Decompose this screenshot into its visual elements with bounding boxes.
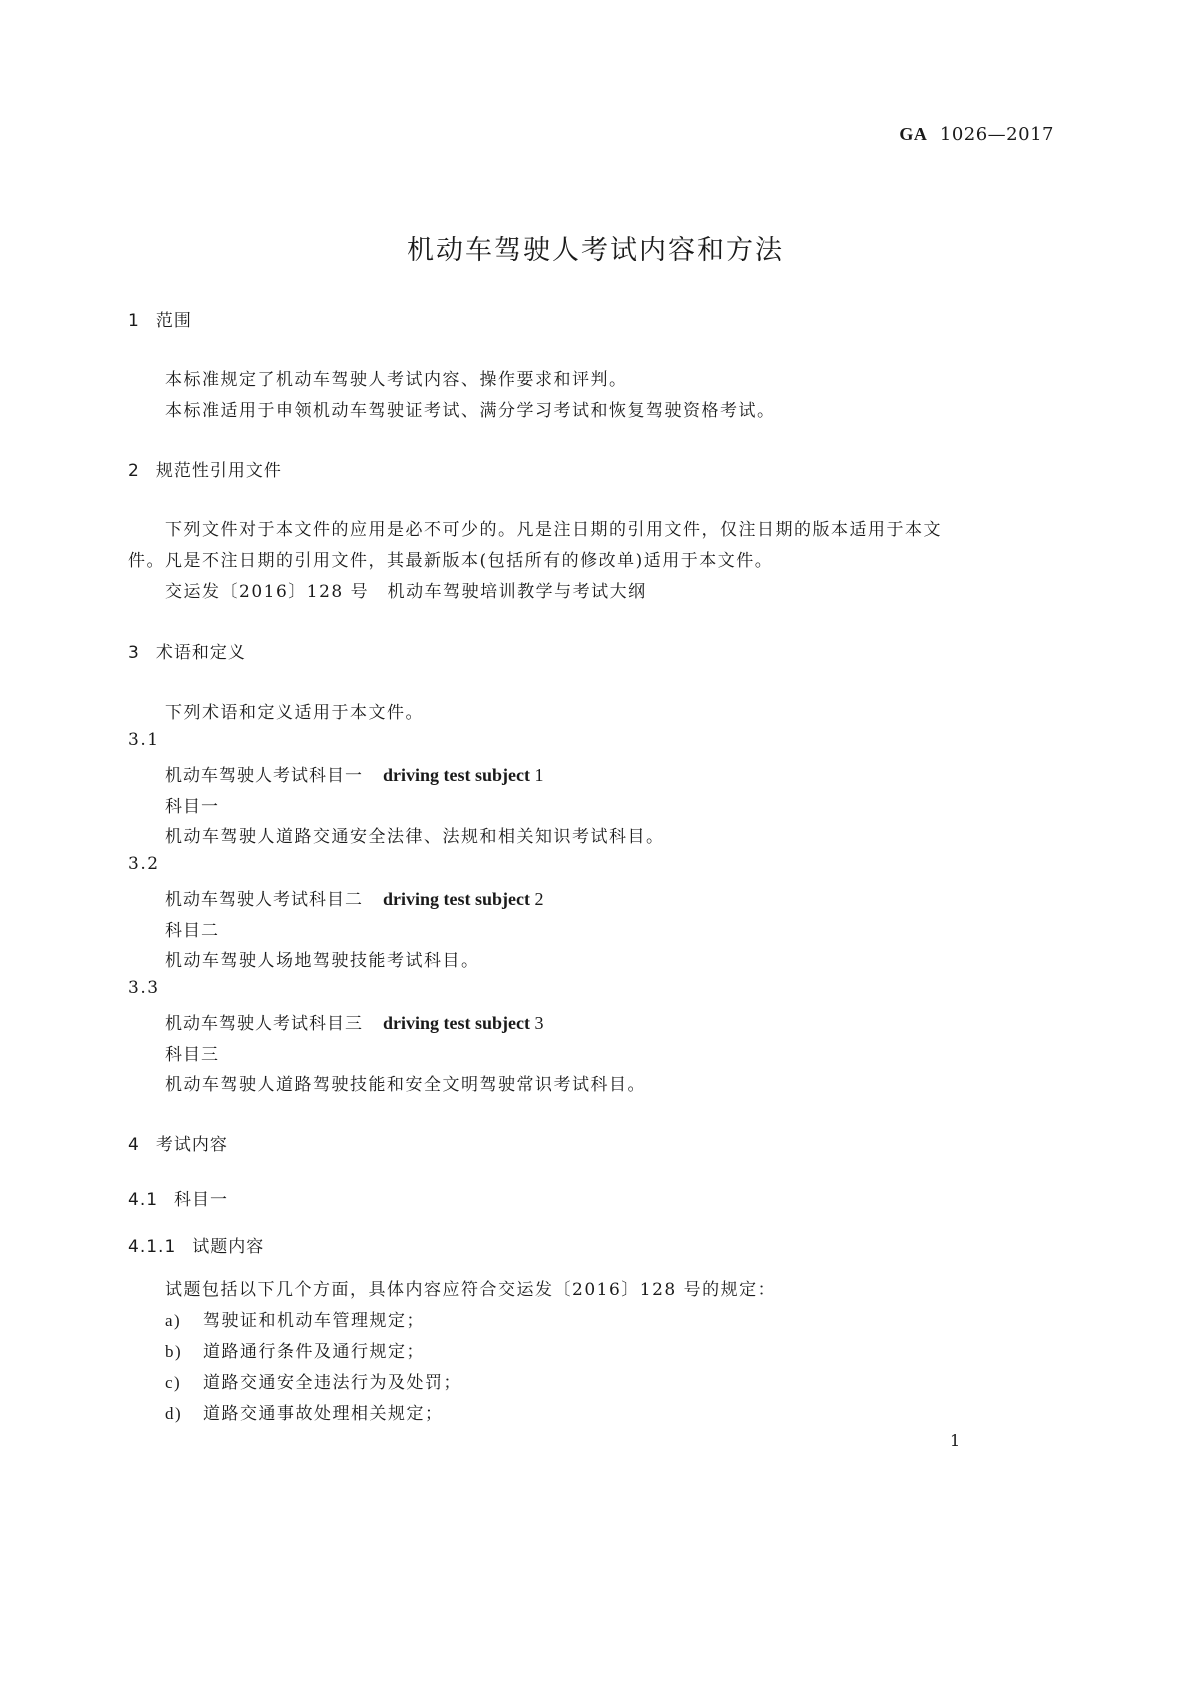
term-number: 3.1 [128,730,160,750]
term-heading: 机动车驾驶人考试科目三 driving test subject 3 [165,1013,544,1034]
term-definition: 机动车驾驶人场地驾驶技能考试科目。 [165,951,480,971]
list-item: d) 道路交通事故处理相关规定； [165,1404,444,1424]
section-4-1-1-intro: 试题包括以下几个方面，具体内容应符合交运发〔2016〕128 号的规定： [165,1280,777,1300]
section-2-heading: 2 规范性引用文件 [128,461,282,481]
term-short-name: 科目三 [165,1045,219,1065]
term-heading: 机动车驾驶人考试科目二 driving test subject 2 [165,889,544,910]
section-3-intro: 下列术语和定义适用于本文件。 [165,703,424,723]
list-item: a) 驾驶证和机动车管理规定； [165,1311,425,1331]
section-2-paragraph-line-1: 下列文件对于本文件的应用是必不可少的。凡是注日期的引用文件，仅注日期的版本适用于本文 [165,520,942,540]
term-definition: 机动车驾驶人道路交通安全法律、法规和相关知识考试科目。 [165,827,665,847]
page-number: 1 [950,1431,961,1450]
section-4-1-1-heading: 4.1.1 试题内容 [128,1237,265,1257]
term-short-name: 科目一 [165,797,219,817]
document-title: 机动车驾驶人考试内容和方法 [407,235,784,266]
term-short-name: 科目二 [165,921,219,941]
term-number: 3.3 [128,978,160,998]
section-1-paragraph-2: 本标准适用于申领机动车驾驶证考试、满分学习考试和恢复驾驶资格考试。 [165,401,776,421]
term-definition: 机动车驾驶人道路驾驶技能和安全文明驾驶常识考试科目。 [165,1075,646,1095]
section-1-heading: 1 范围 [128,311,192,331]
term-heading: 机动车驾驶人考试科目一 driving test subject 1 [165,765,544,786]
section-1-paragraph-1: 本标准规定了机动车驾驶人考试内容、操作要求和评判。 [165,370,628,390]
section-2-paragraph-line-2: 件。凡是不注日期的引用文件，其最新版本(包括所有的修改单)适用于本文件。 [128,551,774,571]
standard-code: GA 1026—2017 [899,124,1054,145]
list-item: c) 道路交通安全违法行为及处罚； [165,1373,462,1393]
section-4-heading: 4 考试内容 [128,1135,228,1155]
normative-reference: 交运发〔2016〕128 号 机动车驾驶培训教学与考试大纲 [165,582,647,602]
section-4-1-heading: 4.1 科目一 [128,1190,229,1210]
section-3-heading: 3 术语和定义 [128,643,246,663]
list-item: b) 道路通行条件及通行规定； [165,1342,425,1362]
term-number: 3.2 [128,854,160,874]
